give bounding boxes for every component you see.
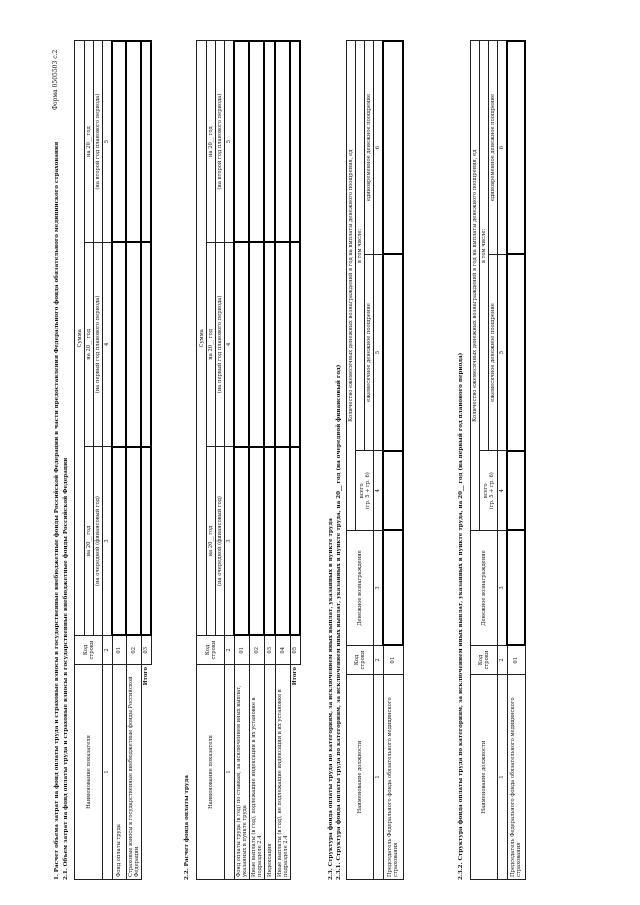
cell-empty [249,242,264,446]
th-sum: Сумма [197,41,207,636]
cell-empty [141,447,151,636]
col-num: 4 [225,242,235,446]
row-code: 03 [141,636,151,665]
cell-empty [507,254,525,451]
th-qty: Количество ежемесячных денежных вознаграждений в год на выплаты денежного поощрения, ед [347,41,356,531]
th-sum: Сумма [75,41,85,636]
table-row [112,41,126,880]
row-code: 01 [112,636,126,665]
col-num: 2 [498,646,508,675]
th-incl: в том числе: [480,41,489,451]
th-monthly: ежемесячное денежное поощрение [365,254,374,451]
col-num: 6 [498,41,508,254]
th-y3: на 20__ год [207,41,216,242]
th-incl: в том числе: [356,41,365,451]
cell-empty [383,254,403,451]
th-all [356,451,374,531]
th-y2: на 20__ год [85,242,94,446]
cell-empty [507,451,525,531]
cell-empty [234,242,249,446]
cell-empty [234,447,249,636]
col-num: 3 [225,447,235,636]
th-y1: на 20__ год [85,447,94,636]
form-code: Форма 0505503 с.2 [52,49,59,110]
col-num: 1 [498,675,508,880]
th-y2: на 20__ год [207,242,216,446]
col-num: 5 [374,254,384,451]
th-all-label: всего [358,483,365,499]
row-code: 05 [290,636,300,665]
row-code: 01 [234,636,249,665]
cell-empty [264,242,275,446]
table-row [249,41,264,880]
col-num: 4 [498,451,508,531]
table-row [383,41,403,880]
th-code: Код строки [471,646,498,675]
col-num: 6 [374,41,384,254]
col-num: 3 [374,531,384,646]
cell-empty [126,447,141,636]
row-code: 02 [126,636,141,665]
heading-2-2: 2.2. Расчет фонда оплаты труда [184,775,190,880]
cell-empty [126,242,141,446]
cell-empty [290,447,300,636]
th-y2-sub: (на первый год планового периода) [94,242,103,446]
cell-empty [112,447,126,636]
col-num: 1 [374,675,384,880]
th-y1-sub: (на очередной (финансовый год) [216,447,225,636]
cell-empty [290,242,300,446]
th-all-label: всего [482,483,489,499]
row-code: 01 [507,646,525,675]
cell-empty [249,447,264,636]
cell-empty [249,41,264,242]
col-num: 5 [103,41,113,242]
cell-empty [383,531,403,646]
cell-empty [264,41,275,242]
row-label: Фонд оплаты труда (в год) по ставкам, за исключением иных выплат, указанных в пункте труда [234,665,249,880]
col-num: 2 [225,636,235,665]
row-label: Страховые взносы в государственные внебюджетные фонды Российской Федерации [126,665,141,880]
row-label: Председатель Федерального фонда обязательного медицинского страхования [507,675,525,880]
cell-empty [264,447,275,636]
row-label: Председатель Федерального фонда обязательного медицинского страхования [383,675,403,880]
total-label: Итого [292,667,299,686]
col-num: 4 [374,451,384,531]
th-code: Код строки [75,636,103,665]
th-onetime: единовременное денежное поощрение [365,41,374,254]
th-name: Наименование показателя [75,665,103,880]
th-y2-sub: (на первый год планового периода) [216,242,225,446]
row-label: Иные выплаты (в год), не подлежащие индексации в их установке в подразделе 2.4 [275,665,290,880]
col-num: 1 [103,665,113,880]
th-all-formula: (гр. 5 + гр. 6) [488,472,495,510]
cell-empty [290,41,300,242]
table-2-3-1 [346,40,404,880]
th-y3-sub: (на второй год планового периода) [216,41,225,242]
th-name: Наименование показателя [197,665,225,880]
th-monthly: ежемесячное денежное поощрение [489,254,498,451]
th-y3: на 20__ год [85,41,94,242]
heading-2-3-2: 2.3.2. Структура фонда оплаты труда по категориям, за исключением иных выплат, указанных в пункте труда, на 20__ год (на первый год планового периода) [458,352,464,880]
heading-2-3: 2.3. Структура фонда оплаты труда по категориям, за исключением иных выплат, указанных в пункте труда [328,518,334,880]
col-num: 2 [103,636,113,665]
th-y1: на 20__ год [207,447,216,636]
table-row-total [141,41,151,880]
table-row [234,41,249,880]
row-label: Фонд оплаты труда [112,665,126,880]
th-position: Наименование должности [347,675,374,880]
cell-empty [507,41,525,254]
col-num: 5 [225,41,235,242]
cell-empty [126,41,141,242]
row-code: 03 [264,636,275,665]
col-num: 2 [374,646,384,675]
cell-empty [507,531,525,646]
col-num: 1 [225,665,235,880]
col-num: 3 [498,531,508,646]
total-label: Итого [143,667,150,686]
heading-1: 1. Расчет объема затрат на фонд оплаты труда и страховые взносы в государственные внебюджетные фонды Российской Федерации в части предоставления Федерального фонда обязательного медицинского страхования [54,141,60,880]
heading-2-1: 2.1. Объем затрат на фонд оплаты труда и страховые взносы в государственные внебюджетные фонды Российской Федерации [63,457,69,880]
row-code: 02 [249,636,264,665]
cell-empty [112,242,126,446]
table-2-3-2 [470,40,526,880]
table-2-2 [196,40,301,880]
rotated-form [46,20,606,880]
row-code: 01 [383,646,403,675]
heading-2-3-1: 2.3.1. Структура фонда оплаты труда по категориям, за исключением иных выплат, указанных в пункте труда, на 20__ год (на очередной финансовый год) [336,364,342,880]
table-row [126,41,141,880]
th-code: Код строки [347,646,374,675]
col-num: 4 [103,242,113,446]
table-row-total [290,41,300,880]
col-num: 3 [103,447,113,636]
cell-empty [141,41,151,242]
cell-empty [275,41,290,242]
th-all [480,451,498,531]
cell-empty [141,242,151,446]
th-onetime: единовременное денежное поощрение [489,41,498,254]
table-row [275,41,290,880]
row-label: Индексация [264,665,275,880]
table-2-1 [74,40,152,880]
cell-empty [275,447,290,636]
th-code: Код строки [197,636,225,665]
th-y3-sub: (на второй год планового периода) [94,41,103,242]
th-all-formula: (гр. 5 + гр. 6) [364,472,371,510]
th-money: Денежное вознаграждение [347,531,374,646]
th-money: Денежное вознаграждение [471,531,498,646]
table-row [264,41,275,880]
row-code: 04 [275,636,290,665]
cell-empty [112,41,126,242]
row-label: Иные выплаты (в год), подлежащие индексации в их установке в подразделе 2.4 [249,665,264,880]
cell-empty [383,41,403,254]
th-y1-sub: (на очередной (финансовый год) [94,447,103,636]
th-qty: Количество ежемесячных денежных вознаграждений в год на выплаты денежного поощрения, ед [471,41,480,531]
cell-empty [383,451,403,531]
cell-empty [275,242,290,446]
cell-empty [234,41,249,242]
col-num: 5 [498,254,508,451]
th-position: Наименование должности [471,675,498,880]
table-row [507,41,525,880]
